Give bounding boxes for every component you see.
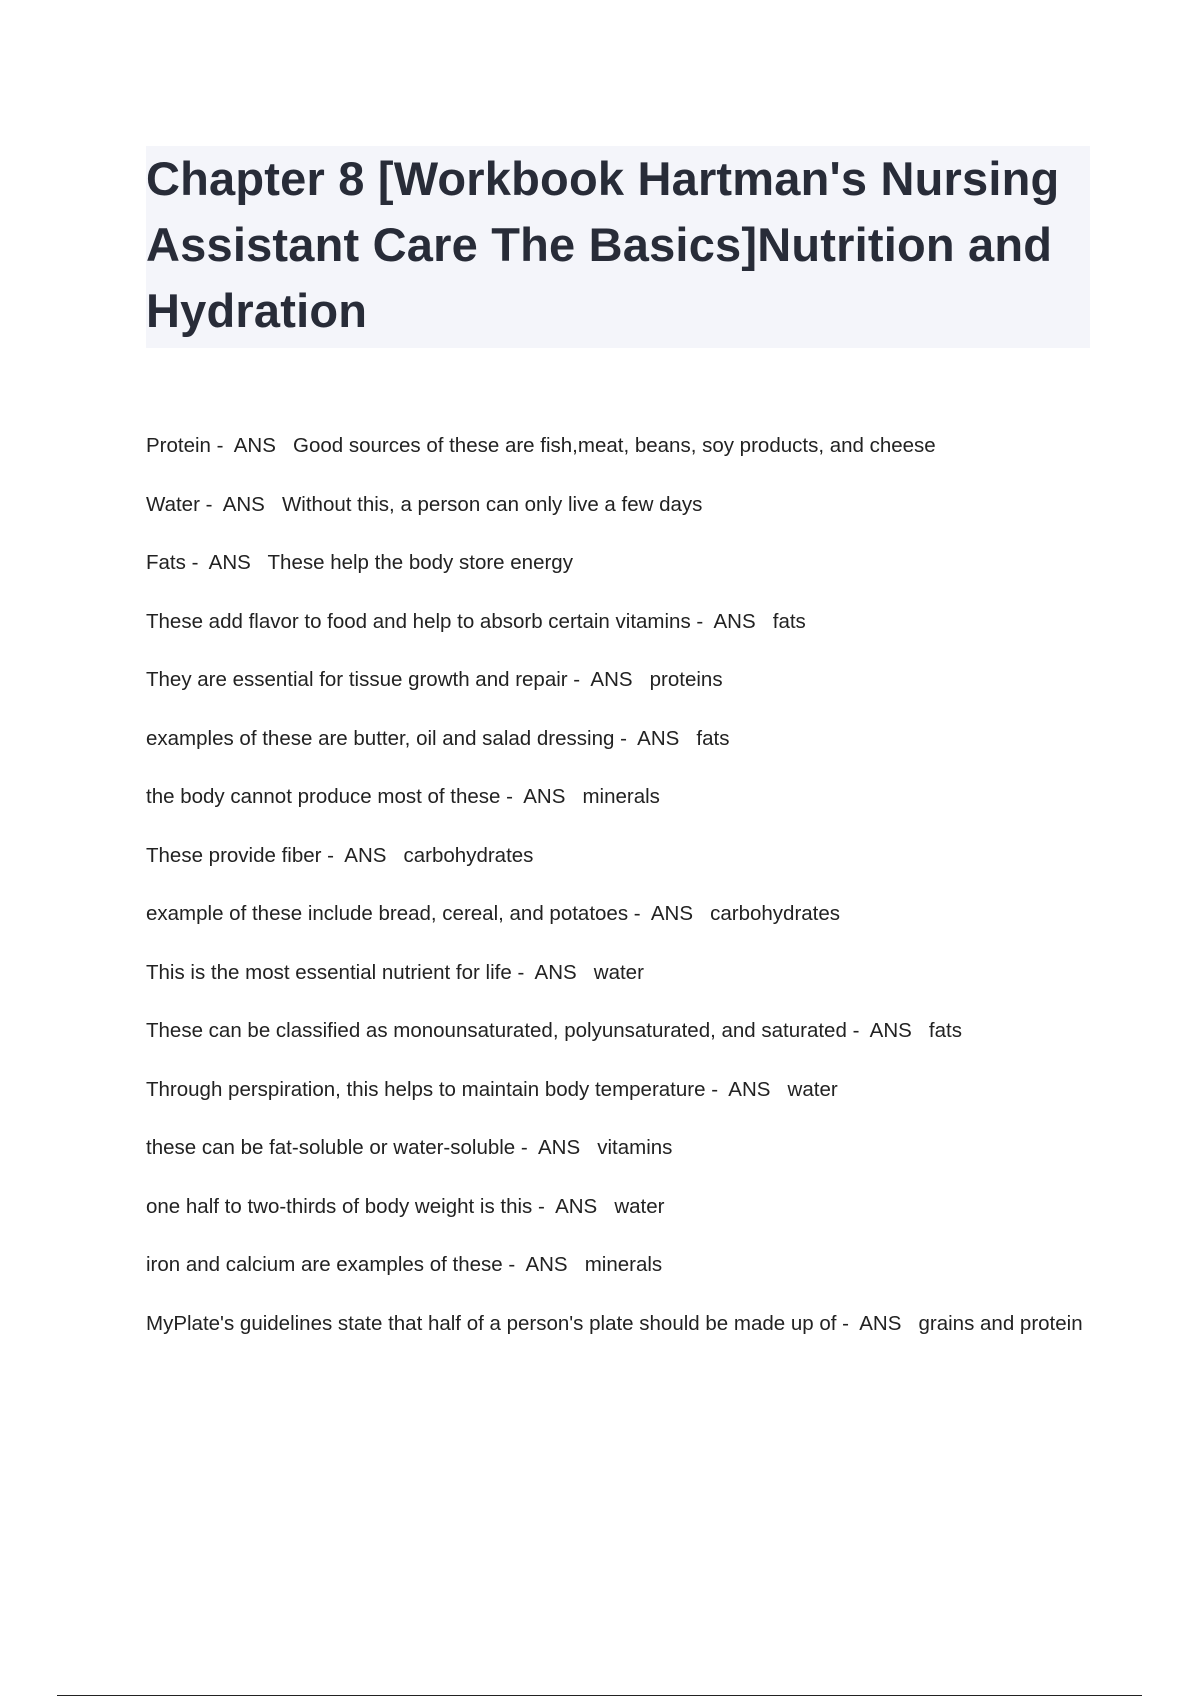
answer-separator: - ANS [532,1194,615,1218]
answer-separator: - ANS [210,434,293,457]
flashcard-item [146,1192,1096,1222]
flashcard-answer: water [614,1194,665,1218]
flashcard-term: the body cannot produce most of these [146,785,501,808]
flashcard-answer: grains and protein [918,1311,1083,1335]
answer-separator: - ANS [567,668,650,691]
flashcard-list [146,431,1096,1367]
flashcard-answer: These help the body store energy [267,551,573,574]
flashcard-answer: water [787,1077,838,1101]
flashcard-answer: minerals [584,1253,663,1276]
flashcard-term: These add flavor to food and help to absorb certain vitamins [146,609,691,633]
flashcard-answer: carbohydrates [710,902,841,925]
flashcard-term: Through perspiration, this helps to maintain body temperature [146,1077,706,1101]
flashcard-item [146,1133,1096,1163]
flashcard-item [146,607,1096,637]
answer-separator: - ANS [836,1311,919,1335]
flashcard-answer: Good sources of these are fish,meat, beans, soy products, and cheese [293,434,936,457]
answer-separator: - ANS [502,1253,585,1276]
answer-separator: - ANS [199,492,282,516]
flashcard-term: Protein [146,434,211,457]
flashcard-answer: minerals [582,785,660,808]
answer-separator: - ANS [515,1136,598,1159]
answer-separator: - ANS [846,1019,929,1042]
flashcard-item [146,1250,1096,1280]
answer-separator: - ANS [321,843,404,867]
flashcard-item [146,1016,1096,1046]
flashcard-item [146,490,1096,520]
flashcard-answer: water [593,960,644,984]
answer-separator: - ANS [705,1077,788,1101]
answer-separator: - ANS [185,551,268,574]
flashcard-answer: Without this, a person can only live a few days [281,492,703,516]
flashcard-term: These can be classified as monounsaturated, polyunsaturated, and saturated [146,1019,847,1042]
flashcard-answer: fats [772,609,806,633]
flashcard-term: these can be fat-soluble or water-soluble [146,1136,516,1159]
flashcard-term: example of these include bread, cereal, and potatoes [146,902,629,925]
flashcard-item [146,724,1096,754]
flashcard-answer: fats [696,726,730,750]
flashcard-item [146,665,1096,695]
flashcard-answer: fats [928,1019,962,1042]
flashcard-term: one half to two-thirds of body weight is this [146,1194,533,1218]
answer-separator: - ANS [628,902,711,925]
title-block [146,146,1090,348]
flashcard-term: This is the most essential nutrient for life [146,960,512,984]
flashcard-term: These provide fiber [146,843,322,867]
flashcard-item [146,841,1096,871]
flashcard-answer: proteins [649,668,723,691]
flashcard-item [146,548,1096,578]
flashcard-item [146,1309,1096,1339]
answer-separator: - ANS [511,960,594,984]
answer-separator: - ANS [614,726,697,750]
flashcard-term: Fats [146,551,186,574]
flashcard-item [146,899,1096,929]
flashcard-term: MyPlate's guidelines state that half of a person's plate should be made up of [146,1311,837,1335]
flashcard-answer: vitamins [597,1136,673,1159]
flashcard-item [146,431,1096,461]
flashcard-term: Water [146,492,200,516]
flashcard-item [146,782,1096,812]
footer-divider [57,1695,1142,1696]
answer-separator: - ANS [690,609,773,633]
flashcard-answer: carbohydrates [403,843,534,867]
flashcard-item [146,1075,1096,1105]
flashcard-term: They are essential for tissue growth and repair [146,668,568,691]
document-title: Chapter 8 [Workbook Hartman's Nursing Assistant Care The Basics]Nutrition and Hydration [146,152,1060,337]
flashcard-term: iron and calcium are examples of these [146,1253,503,1276]
flashcard-term: examples of these are butter, oil and salad dressing [146,726,615,750]
flashcard-item [146,958,1096,988]
answer-separator: - ANS [500,785,583,808]
